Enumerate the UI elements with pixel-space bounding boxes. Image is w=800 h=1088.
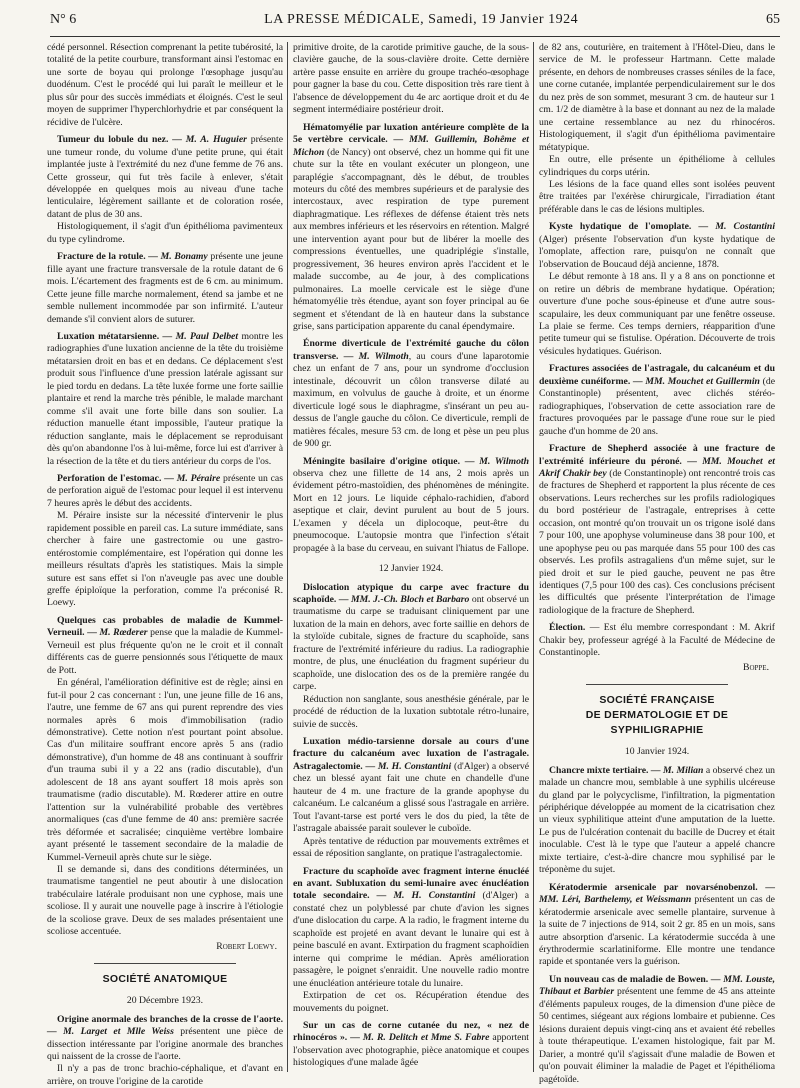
article-text: a observé chez un malade un chancre mou, semblable à une syphilis ulcéreuse du gland par le polycyclisme, l'infiltration, la pigmentation périphérique développée au moment de la cicatrisation chez un vieux syphilitique atteint d'une amputation de la luette. Le pus de l'ulcération contenait du bacille de Ducrey et était inoculable. C'est là le type que l'auteur a appelé chancre mixte tertiaire, c'est-à-dire chancre mou syphilisé par le tréponème du sujet.	[539, 764, 776, 876]
article-title: Kyste hydatique de l'omoplate.	[549, 221, 692, 233]
article-title: Perforation de l'estomac.	[57, 472, 162, 484]
column-rule	[287, 42, 288, 1072]
section-divider	[586, 684, 728, 685]
paragraph: Histologiquement, il s'agit d'un épithélioma pavimenteux du type cylindrome.	[47, 221, 283, 245]
article-text: ont observé un traumatisme du carpe se traduisant cliniquement par une luxation de la main en dehors, avec forte saillie en dehors de la styloïde cubitale, signes de fracture du scaphoïde, sans fracture de l'extrémité inférieure du radius. La radiographie montre, de plus, une énucléation du fragment supérieur du scaphoïde, une dislocation des os de la première rangée du carpe.	[293, 594, 530, 693]
paragraph: de 82 ans, couturière, en traitement à l'Hôtel-Dieu, dans le service de M. le professeur Hartmann. Cette malade présente, en dehors de nombreuses crasses séniles de la face, une corne cutanée, implantée perpendiculairement sur le dos du nez près de son sommet, mesurant 3 cm. de hauteur sur 1 cm. 1/2 de diamètre à la base et donnant au nez de la malade une certaine ressemblance au nez du rhinocéros. Histologiquement, il s'agit d'un épithélioma pavimentaire métatypique.	[539, 42, 775, 153]
signature: Robert Loewy.	[216, 940, 277, 952]
article-title: Kératodermie arsenicale par novarsénobenzol.	[549, 881, 758, 893]
issue-number: N° 6	[50, 12, 77, 27]
header-rule	[50, 36, 780, 37]
article	[293, 122, 529, 334]
column-2	[293, 42, 529, 1072]
article-author: — M. Rœderer	[87, 627, 148, 639]
article-title: Fracture de Shepherd associée à une fracture de l'extrémité inférieure du péroné.	[539, 443, 775, 467]
article-author: — MM. Louste, Thibaut et Barbier	[539, 973, 776, 998]
article-title: Dislocation atypique du carpe avec fracture du scaphoïde.	[293, 581, 529, 606]
article-author: — M. R. Delitch et Mme S. Fabre	[350, 1032, 490, 1044]
paragraph: En outre, elle présente un épithéliome à cellules cylindriques du corps utérin.	[539, 154, 775, 178]
article-author: — M. A. Huguier	[172, 134, 247, 146]
paragraph: En général, l'amélioration définitive est de règle; ainsi en fut-il pour 2 cas concernant : l'un, une jeune fille de 16 ans, l'autre, une femme de 67 ans qui purent reprendre des vies normales après 6 mois d'immobilisation (radio démonstrative). Cette notion n'est pourtant point absolue. Cas d'un militaire souffrant encore après 5 ans (radio démonstrative), d'un homme de 48 ans continuant à souffrir d'un trauma subi il y a 22 ans (radio discutable), d'un adolescent de 18 ans ayant souffert 18 mois après son traumatisme (radio discutable). M. Rœderer attire en outre l'attention sur la vulnérabilité probable des vertèbres anormaliques (cas d'une femme de 40 ans: première sacrée très déformée et sacralisée; cinquième vertèbre lombaire ayant présenté le tassement secondaire de la maladie de Kummel-Verneuil après chute sur le siège.	[47, 677, 283, 863]
article-text: apportent l'observation avec photographie, pièce anatomique et coupes histologiques d'une malade âgée	[293, 1032, 529, 1069]
column-1	[47, 42, 284, 1087]
paragraph: M. Péraire insiste sur la nécessité d'intervenir le plus rapidement possible en pareil cas. La suture immédiate, sans chercher à faire une gastrectomie ou une gastro-entérostomie complémentaire, est l'opération qui donne les meilleurs résultats d'après les statistiques. Mais la simple suture est sans effet si l'on n'aveugle pas avec une double greffe épiploïque la perforation, comme l'a préconisé R. Loewy.	[47, 510, 283, 609]
article	[47, 251, 283, 326]
article-text: (d'Alger) a constaté chez un polyblessé par chute d'avion les signes d'une dislocation du carpe. A la radio, le fragment interne du scaphoïde est projeté en avant devant le lunaire qui est à peine basculé en avant. Extirpation du fragment scaphoïdien interne qui comprime le médian. Après amélioration passagère, le poignet s'enraidit. Une nouvelle radio montre une énucléation antérieure totale du lunaire.	[293, 890, 529, 989]
article	[293, 582, 529, 731]
article-text: (de Nancy) ont observé, chez un homme qui fit une chute sur la tête en voulant exécuter un plongeon, une paraplégie s'accompagnant, dès le début, de troubles moteurs du côté des membres supérieurs et de paralysie des intercostaux, avec respiration de type purement diaphragmatique. Les réflexes de défense étaient très nets aux membres inférieurs et les réservoirs en rétention. Malgré une intervention ayant pour but de libérer la moelle des compressions éventuelles, une quadriplégie s'installe, progressivement, 36 heures environ après l'accident et le malade succombe, au 4e jour, à des complications pulmonaires. La moelle cervicale est le siège d'une hématomyélie très étendue, ayant son foyer principal au 6e segment et s'étendant de là en hauteur dans la substance grise, sans participation apparente du canal épendymaire.	[293, 146, 529, 332]
article-title: Fractures associées de l'astragale, du calcanéum et du deuxième cunéiforme.	[539, 363, 775, 387]
signature: Boppe.	[742, 661, 769, 673]
article-author: — MM. J.-Ch. Bloch et Barbaro	[338, 594, 470, 606]
article-text: présentent une femme de 45 ans atteinte d'éléments papuleux rouges, de la dimension d'une pièce de 50 centimes, siégeant aux régions lombaire et pubienne. Ces lésions duraient depuis vingt-cinq ans et avaient été rebelles à toute thérapeutique. L'examen histologique, fait par M. Darier, a montré qu'il s'agissait d'une maladie de Bowen et qu'on pouvait éliminer la maladie de Paget et l'épithélioma pagétoïde.	[539, 986, 776, 1085]
article-author: — M. Larget et Mlle Weiss	[47, 1026, 174, 1038]
article-title: Chancre mixte tertiaire.	[549, 764, 649, 776]
article-author: — M. Wilmoth	[464, 455, 529, 467]
article-text: observa chez une fillette de 14 ans, 2 mois après un évidement pétro-mastoïdien, des phénomènes de méningite. Mort en 12 jours. Le liquide céphalo-rachidien, d'abord aseptique et clair, devint purulent au bout de 5 jours. L'examen y décela un diplocoque, peut-être du pneumocoque. L'autopsie montra que l'infection s'était propagée à la base du cerveau, en suivant l'hiatus de Fallope.	[293, 467, 529, 554]
article	[47, 1014, 283, 1088]
article-author: — MM. Mouchet et Akrif Chakir bey	[539, 455, 776, 479]
paragraph: Extirpation de cet os. Récupération étendue des mouvements du poignet.	[293, 990, 529, 1014]
article-text: présente un cas de perforation aiguë de l'estomac pour lequel il est intervenu 7 heures après le début des accidents.	[47, 472, 283, 509]
article	[539, 363, 775, 438]
society-heading: SOCIÉTÉ ANATOMIQUE	[102, 973, 228, 986]
article-title: Un nouveau cas de maladie de Bowen.	[549, 973, 709, 985]
article-text: (d'Alger) a observé chez un blessé ayant fait une chute en chandelle d'une hauteur de 4 m. une fracture de la grande apophyse du calcanéum. Le calcanéum a glissé sous l'astragale en arrière. Tout l'avant-tarse est porté vers le dos du pied, la tête de l'astragale abaissée parait soulever le cuboïde.	[293, 760, 530, 835]
article-text: (de Constantinople) présentent, avec clichés stéréo-radiographiques, l'observation de cette association rare de fractures provoquées par le passage d'une roue sur le pied gauche d'un homme de 20 ans.	[539, 375, 776, 437]
article	[293, 456, 529, 556]
article-text: (de Constantinople) ont rencontré trois cas de fractures de Shepherd et rapportent la plus récente de ces observations. Leurs recherches sur les profils radiologiques du bord postérieur de l'astragale, entreprises à cette occasion, ont montré qu'on trouvait un os trigone isolé dans 7 pour 100, une apophyse volumineuse dans 38 pour 100, et une apophyse peu ou pas marquée dans 55 pour 100 des cas observés. Les profils astragaliens d'un même sujet, sur le pied droit et sur le pied gauche, peuvent ne pas être identiques (7,5 pour 100 des cas). Ces conclusions précisent les difficultés que présente l'interprétation de l'image radiologique de la fracture de Shepherd.	[539, 467, 775, 616]
column-3	[539, 42, 776, 1085]
article-author: — M. Bonamy	[148, 251, 208, 263]
article	[293, 1020, 529, 1070]
paragraph: cédé personnel. Résection comprenant la petite tubérosité, la totalité de la petite courbure, transformant ainsi l'estomac en une sorte de boyau qui prolonge l'œsophage jusqu'au duodénum. C'est le procédé qui lui paraît le meilleur et le plus sûr pour des succès immédiats et éloignés. C'est le seul moyen de supprimer l'hyperchlorhydrie et par conséquent la récidive de l'ulcère.	[47, 42, 283, 128]
article-text: présente une jeune fille ayant une fracture transversale de la rotule datant de 6 mois. L'écartement des fragments est de 6 cm. au minimum. Cette jeune fille marche normalement, étend sa jambe et ne semble nullement incommodée par son infirmité. L'auteur demande s'il convient alors de suturer.	[47, 251, 283, 325]
paragraph: Il n'y a pas de tronc brachio-céphalique, et d'avant en arrière, on trouve l'origine de la carotide	[47, 1063, 283, 1087]
article	[539, 882, 775, 969]
article-title: Tumeur du lobule du nez.	[57, 134, 169, 146]
paragraph: primitive droite, de la carotide primitive gauche, de la sous-clavière gauche, de la sous-clavière droite. Cette dernière artère passe ensuite en arrière du groupe trachéo-œsophage pour gagner la base du cou. Cette disposition très rare tient à l'absence de développement du 4e arc aortique droit et du 4e segment intermédiaire postérieur droit.	[293, 42, 529, 116]
article-title: Énorme diverticule de l'extrémité gauche du côlon transverse.	[293, 338, 529, 362]
article	[293, 736, 529, 861]
article	[293, 338, 529, 450]
article-text: — Est élu membre correspondant : M. Akrif Chakir bey, professeur agrégé à la Faculté de Médecine de Constantinople.	[539, 622, 775, 659]
article-text: , au cours d'une laparotomie chez un enfant de 7 ans, pour un syndrome d'occlusion intestinale, découvrit un côlon transverse dilaté au maximum, en volvulus de gauche à droite, et un énorme diverticule logé sous le diaphragme, s'insérant un peu au-dessus de l'angle gauche du côlon. Ce diverticule, rempli de matières fécales, mesure 53 cm. de long et pèse un peu plus de 900 gr.	[293, 350, 529, 450]
article	[47, 331, 283, 468]
running-header	[50, 12, 780, 34]
article	[539, 765, 775, 877]
article	[539, 443, 775, 617]
column-rule	[533, 42, 534, 1072]
article-title: Fracture du scaphoïde avec fragment interne énucléé en avant. Subluxation du semi-lunaire avec énucléation totale secondaire.	[293, 865, 529, 902]
article-title: Luxation médio-tarsienne dorsale au cours d'une fracture du calcanéum avec luxation de l'astragale. Astragalectomie.	[293, 736, 529, 772]
session-date: 12 Janvier 1924.	[378, 563, 444, 575]
article-title: Méningite basilaire d'origine otique.	[303, 455, 461, 467]
society-heading: SOCIÉTÉ FRANÇAISE	[599, 694, 715, 707]
article-title: Fracture de la rotule.	[57, 251, 146, 263]
paragraph: Réduction non sanglante, sous anesthésie générale, par le procédé de réduction de la luxation subtotale rétro-lunaire, suivie de succès.	[293, 693, 529, 730]
article	[539, 974, 775, 1086]
article	[293, 866, 529, 1015]
article	[539, 221, 775, 358]
article-author: — MM. Guillemin, Bohême et Michon	[293, 134, 529, 158]
article-author: — MM. Mouchet et Guillermin	[632, 375, 760, 387]
journal-title: LA PRESSE MÉDICALE, Samedi, 19 Janvier 1924	[264, 12, 579, 27]
article-text: présentent un cas de kératodermie arsenicale avec semelle plantaire, survenue à la suite de 7 injections de 914, soit 2 gr. 85 en un mois, sans autre absorption d'arsenic. La kératodermie succéda à une érythrodermie scarlatiniforme. Elle montre une tendance rapide et spontanée vers la guérison.	[539, 894, 775, 968]
article-text: présente une tumeur ronde, du volume d'une petite prune, qui était implantée juste à l'extrémité du nez d'une femme de 76 ans. Cette grosseur, qui fut très facile à enlever, s'était développée en quelques mois au niveau d'une tache lenticulaire, légèrement saillante et de coloration rosée, datant de plus de 30 ans.	[47, 134, 284, 220]
article-author: — M. Paul Delbet	[162, 330, 239, 342]
article-author: — M. Milian	[650, 764, 704, 776]
society-subheading: DE DERMATOLOGIE ET DE SYPHILIGRAPHIE	[585, 709, 729, 737]
article-author: — M. Costantini	[698, 221, 776, 233]
article	[47, 134, 283, 246]
article-title: Sur un cas de corne cutanée du nez, « nez de rhinocéros ».	[293, 1019, 529, 1044]
article-author: — MM. Léri, Barthelemy, et Weissmann	[539, 881, 776, 906]
article-text: présentent une pièce de dissection intéressante par l'origine anormale des branches qui naissent de la crosse de l'aorte.	[47, 1026, 283, 1062]
article	[539, 622, 775, 674]
paragraph: Il se demande si, dans des conditions déterminées, un traumatisme tangentiel ne peut aboutir à une dislocation trabéculaire latérale produisant non une cyphose, mais une scoliose. Il y aurait une nouvelle page à inscrire à l'étiologie de la scoliose grave. Deux de ses malades présentaient une scoliose accentuée.	[47, 864, 283, 938]
article-title: Élection.	[549, 622, 586, 634]
article-title: Hématomyélie par luxation antérieure complète de la 5e vertèbre cervicale.	[293, 121, 529, 146]
paragraph: Après tentative de réduction par mouvements extrêmes et essai de réposition sanglante, on pratique l'astragalectomie.	[293, 835, 529, 860]
article-text: montre les radiographies d'une luxation ancienne de la tête du troisième métatarsien droit en bas et en dedans. Ce déplacement s'est produit sous l'influence d'une pression latérale agissant sur le pied tordu en dedans. La tête luxée forme une forte saillie plantaire et rend la marche très pénible, le malade marchant comme s'il avait une forte bille dans son soulier. La réduction manuelle étant impossible, l'auteur pratique la réduction sanglante, mais le déplacement se reproduisant dès qu'on abandonne l'os à lui-même, force lui est d'arriver à la résection de la tête et du tiers antérieur du corps de l'os.	[47, 330, 284, 467]
article-author: — M. Wilmoth	[343, 350, 409, 362]
section-divider	[94, 963, 236, 964]
article-author: — M. H. Constantini	[365, 760, 452, 772]
article-title: Quelques cas probables de maladie de Kummel-Verneuil.	[47, 614, 283, 639]
session-date: 10 Janvier 1924.	[624, 746, 690, 758]
paragraph: Le début remonte à 18 ans. Il y a 8 ans on ponctionne et on retire un débris de membrane hydatique. Opération; ouverture d'une poche sous-épineuse et d'une autre sous-scapulaire, les deux communiquant par une fenêtre osseuse. La plaie se ferme. Ces temps derniers, réapparition d'une petite tumeur qui se fistulise. Opération. Découverte de trois vésicules hydatiques. Guérison.	[539, 271, 775, 357]
article-text: (Alger) présente l'observation d'un kyste hydatique de l'omoplate, affection rare, puisqu'on ne connaît que l'observation de Boucaud déjà ancienne, 1878.	[539, 233, 775, 270]
article-text: pense que la maladie de Kummel-Verneuil est plus fréquente qu'on ne le croit et il connaît différents cas de guerre pensionnés sous l'étiquette de maux de Pott.	[47, 627, 284, 676]
article-title: Origine anormale des branches de la crosse de l'aorte.	[57, 1013, 283, 1025]
session-date: 20 Décembre 1923.	[126, 995, 204, 1007]
article-author: — M. H. Constantini	[376, 890, 476, 902]
article	[47, 615, 283, 953]
paragraph: Les lésions de la face quand elles sont isolées peuvent être traitées par l'exérèse chirurgicale, l'irradiation étant préférable dans le cas de lésions multiples.	[539, 178, 775, 215]
article-author: — M. Péraire	[164, 472, 221, 484]
article-title: Luxation métatarsienne.	[57, 330, 160, 342]
article	[47, 473, 283, 610]
page-number: 65	[766, 12, 780, 27]
